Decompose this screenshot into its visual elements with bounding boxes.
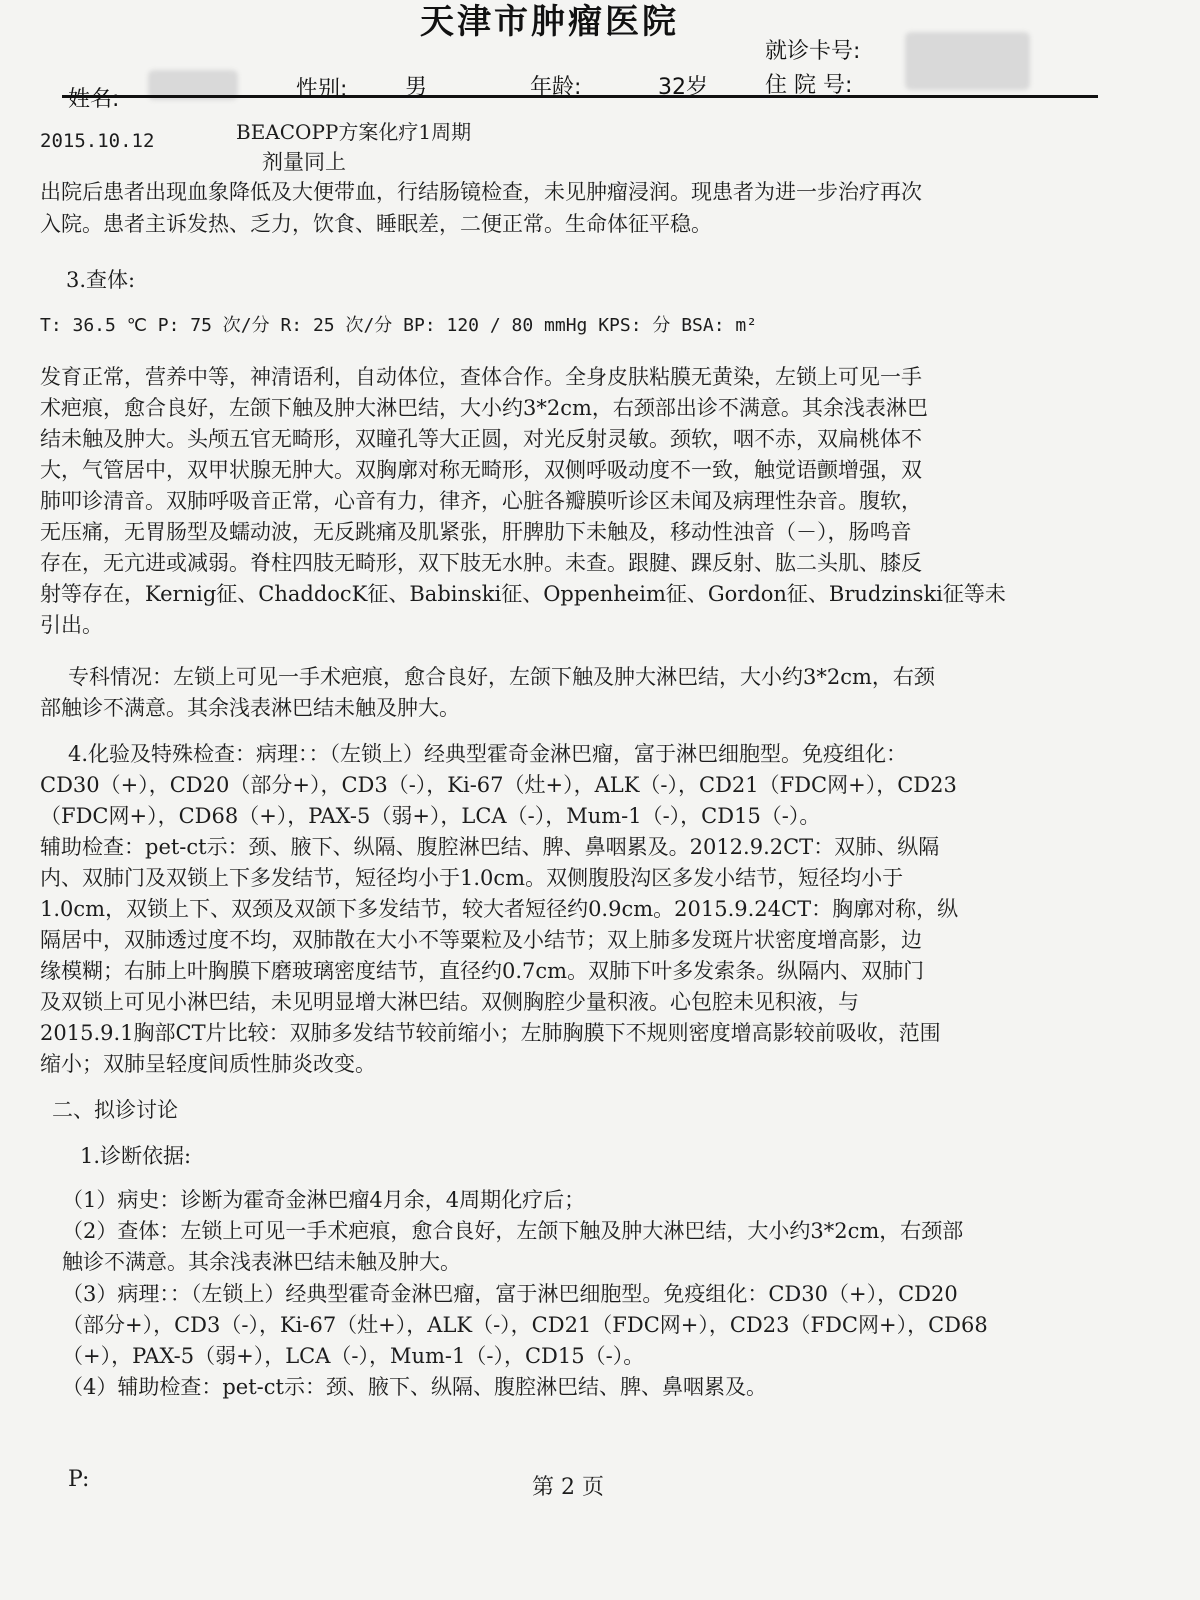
record-date: 2015.10.12 (40, 130, 155, 152)
name-label: 姓名: (68, 87, 120, 112)
footer-p-label: P: (68, 1467, 90, 1492)
lab-line: 缩小；双肺呈轻度间质性肺炎改变。 (40, 1052, 376, 1076)
inpatient-number-label: 住 院 号: (765, 73, 853, 98)
lab-line: 1.0cm，双锁上下、双颈及双颌下多发结节，较大者短径约0.9cm。2015.9.24CT：胸廓对称，纵 (40, 897, 959, 921)
exam-line: 射等存在，Kernig征、ChaddocK征、Babinski征、Oppenheim征、Gordon征、Brudzinski征等未 (40, 582, 1006, 606)
lab-line: 缘模糊；右肺上叶胸膜下磨玻璃密度结节，直径约0.7cm。双肺下叶多发索条。纵隔内、双肺门 (40, 959, 925, 983)
lab-line: 4.化验及特殊检查：病理：：（左锁上）经典型霍奇金淋巴瘤，富于淋巴细胞型。免疫组化： (68, 742, 908, 766)
vital-signs: T: 36.5 ℃ P: 75 次/分 R: 25 次/分 BP: 120 / 80 mmHg KPS: 分 BSA: m² (40, 315, 758, 336)
exam-line: 存在，无亢进或减弱。脊柱四肢无畸形，双下肢无水肿。未查。跟腱、踝反射、肱二头肌、膝反 (40, 551, 922, 575)
basis-line: 触诊不满意。其余浅表淋巴结未触及肿大。 (62, 1250, 461, 1274)
basis-line: （部分+），CD3（-），Ki-67（灶+），ALK（-），CD21（FDC网+），CD23（FDC网+），CD68 (62, 1313, 988, 1337)
history-line: 入院。患者主诉发热、乏力，饮食、睡眠差，二便正常。生命体征平稳。 (40, 212, 712, 236)
hospital-title: 天津市肿瘤医院 (420, 2, 679, 42)
exam-line: 引出。 (40, 613, 103, 637)
sex-value: 男 (405, 75, 428, 100)
lab-line: CD30（+），CD20（部分+），CD3（-），Ki-67（灶+），ALK（-），CD21（FDC网+），CD23 (40, 773, 957, 797)
basis-line: （4）辅助检查：pet-ct示：颈、腋下、纵隔、腹腔淋巴结、脾、鼻咽累及。 (62, 1375, 767, 1399)
regimen: BEACOPP方案化疗1周期 (236, 120, 472, 144)
basis-line: （3）病理：：（左锁上）经典型霍奇金淋巴瘤，富于淋巴细胞型。免疫组化：CD30（+），CD20 (62, 1282, 958, 1306)
specialist-line: 专科情况：左锁上可见一手术疤痕，愈合良好，左颌下触及肿大淋巴结，大小约3*2cm，右颈 (68, 665, 935, 689)
history-line: 出院后患者出现血象降低及大便带血，行结肠镜检查，未见肿瘤浸润。现患者为进一步治疗再次 (40, 180, 922, 204)
basis-line: （1）病史：诊断为霍奇金淋巴瘤4月余，4周期化疗后； (62, 1188, 586, 1212)
page-number: 第 2 页 (532, 1475, 604, 1500)
redacted-card-number (905, 32, 1030, 90)
lab-line: （FDC网+），CD68（+），PAX-5（弱+），LCA（-），Mum-1（-），CD15（-）。 (40, 804, 821, 828)
age-label: 年龄: (530, 75, 582, 100)
lab-line: 2015.9.1胸部CT片比较：双肺多发结节较前缩小；左肺胸膜下不规则密度增高影较前吸收，范围 (40, 1021, 941, 1045)
exam-line: 无压痛，无胃肠型及蠕动波，无反跳痛及肌紧张，肝脾肋下未触及，移动性浊音（－），肠鸣音 (40, 520, 912, 544)
exam-line: 肺叩诊清音。双肺呼吸音正常，心音有力，律齐，心脏各瓣膜听诊区未闻及病理性杂音。腹软， (40, 489, 922, 513)
lab-line: 内、双肺门及双锁上下多发结节，短径均小于1.0cm。双侧腹股沟区多发小结节，短径均小于 (40, 866, 904, 890)
section-diagnosis-discussion: 二、拟诊讨论 (52, 1098, 178, 1122)
exam-line: 结未触及肿大。头颅五官无畸形，双瞳孔等大正圆，对光反射灵敏。颈软，咽不赤，双扁桃体不 (40, 427, 922, 451)
lab-line: 辅助检查：pet-ct示：颈、腋下、纵隔、腹腔淋巴结、脾、鼻咽累及。2012.9.2CT：双肺、纵隔 (40, 835, 940, 859)
sex-label: 性别: (296, 77, 348, 102)
section-physical-exam: 3.查体: (66, 268, 136, 292)
lab-line: 隔居中，双肺透过度不均，双肺散在大小不等粟粒及小结节；双上肺多发斑片状密度增高影，边 (40, 928, 922, 952)
exam-line: 大，气管居中，双甲状腺无肿大。双胸廓对称无畸形，双侧呼吸动度不一致，触觉语颤增强，双 (40, 458, 922, 482)
exam-line: 术疤痕，愈合良好，左颌下触及肿大淋巴结，大小约3*2cm，右颈部出诊不满意。其余浅表淋巴 (40, 396, 928, 420)
diagnosis-basis-title: 1.诊断依据: (80, 1144, 192, 1168)
header-divider (62, 95, 1098, 98)
age-value: 32岁 (658, 75, 708, 100)
basis-line: （+），PAX-5（弱+），LCA（-），Mum-1（-），CD15（-）。 (62, 1344, 645, 1368)
card-number-label: 就诊卡号: (765, 39, 861, 64)
basis-line: （2）查体：左锁上可见一手术疤痕，愈合良好，左颌下触及肿大淋巴结，大小约3*2cm，右颈部 (62, 1219, 964, 1243)
exam-line: 发育正常，营养中等，神清语利，自动体位，查体合作。全身皮肤粘膜无黄染，左锁上可见一手 (40, 365, 922, 389)
dose-note: 剂量同上 (262, 150, 346, 174)
lab-line: 及双锁上可见小淋巴结，未见明显增大淋巴结。双侧胸腔少量积液。心包腔未见积液，与 (40, 990, 859, 1014)
specialist-line: 部触诊不满意。其余浅表淋巴结未触及肿大。 (40, 696, 460, 720)
